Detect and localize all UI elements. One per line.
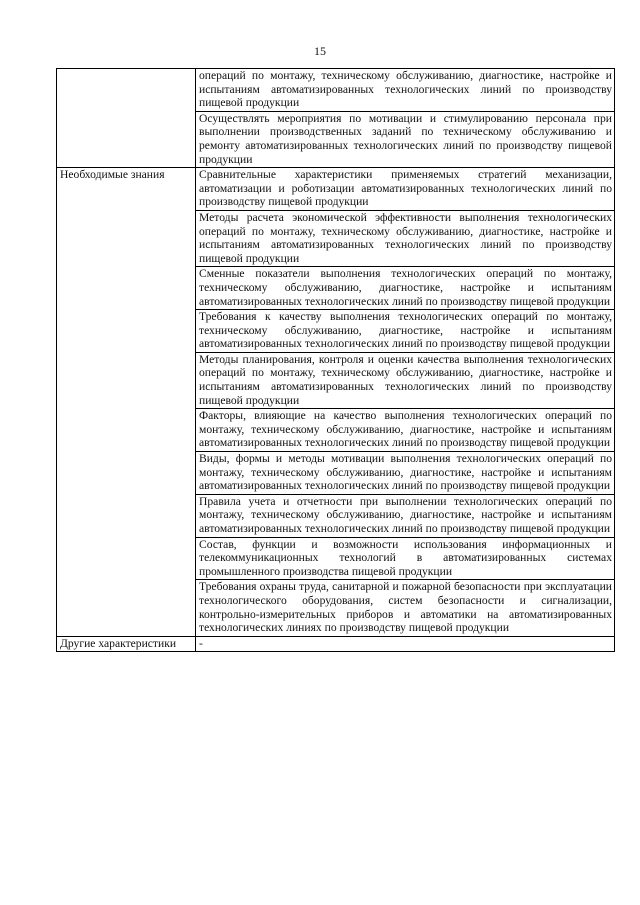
requirement-item: Требования охраны труда, санитарной и пожарной безопасности при эксплуатации технологического оборудования, систем безопасности и сигнализации, контрольно-измерительных приборов и автоматики на автоматизированных технологических линиях по производству пищевой продукции <box>196 580 615 636</box>
requirement-item: Сравнительные характеристики применяемых стратегий механизации, автоматизации и роботизации автоматизированных технологических линий по производству пищевой продукции <box>196 168 615 211</box>
page-number: 15 <box>314 44 326 58</box>
table-row <box>57 168 615 211</box>
section-label <box>57 69 196 168</box>
requirement-item: Факторы, влияющие на качество выполнения технологических операций по монтажу, техническому обслуживанию, диагностике, настройке и испытаниям автоматизированных технологических линий по производству пищевой продукции <box>196 409 615 452</box>
requirement-item: Методы планирования, контроля и оценки качества выполнения технологических операций по монтажу, техническому обслуживанию, диагностике, настройке и испытаниям автоматизированных технологических линий по производству пищевой продукции <box>196 352 615 408</box>
requirements-table-body <box>57 69 615 652</box>
requirement-item: Виды, формы и методы мотивации выполнения технологических операций по монтажу, техническому обслуживанию, диагностике, настройке и испытаниям автоматизированных технологических линий по производству пищевой продукции <box>196 452 615 495</box>
table-row <box>57 636 615 652</box>
requirement-item: операций по монтажу, техническому обслуживанию, диагностике, настройке и испытаниям автоматизированных технологических линий по производству пищевой продукции <box>196 69 615 112</box>
requirement-item: Осуществлять мероприятия по мотивации и стимулированию персонала при выполнении производственных заданий по техническому обслуживанию и ремонту автоматизированных технологических линий по производству пищевой продукции <box>196 111 615 167</box>
section-label: Необходимые знания <box>57 168 196 637</box>
requirement-item: Состав, функции и возможности использования информационных и телекоммуникационных технологий в автоматизированных системах промышленного производства пищевой продукции <box>196 537 615 580</box>
requirement-item: Методы расчета экономической эффективности выполнения технологических операций по монтажу, техническому обслуживанию, диагностике, настройке и испытаниям автоматизированных технологических линий по производству пищевой продукции <box>196 210 615 266</box>
requirement-item: Правила учета и отчетности при выполнении технологических операций по монтажу, техническому обслуживанию, диагностике, настройке и испытаниям автоматизированных технологических линий по производству пищевой продукции <box>196 494 615 537</box>
section-label: Другие характеристики <box>57 636 196 652</box>
requirement-item: - <box>196 636 615 652</box>
requirements-table <box>56 68 615 652</box>
requirement-item: Требования к качеству выполнения технологических операций по монтажу, техническому обслуживанию, диагностике, настройке и испытаниям автоматизированных технологических линий по производству пищевой продукции <box>196 310 615 353</box>
table-row <box>57 69 615 112</box>
requirement-item: Сменные показатели выполнения технологических операций по монтажу, техническому обслуживанию, диагностике, настройке и испытаниям автоматизированных технологических линий по производству пищевой продукции <box>196 267 615 310</box>
